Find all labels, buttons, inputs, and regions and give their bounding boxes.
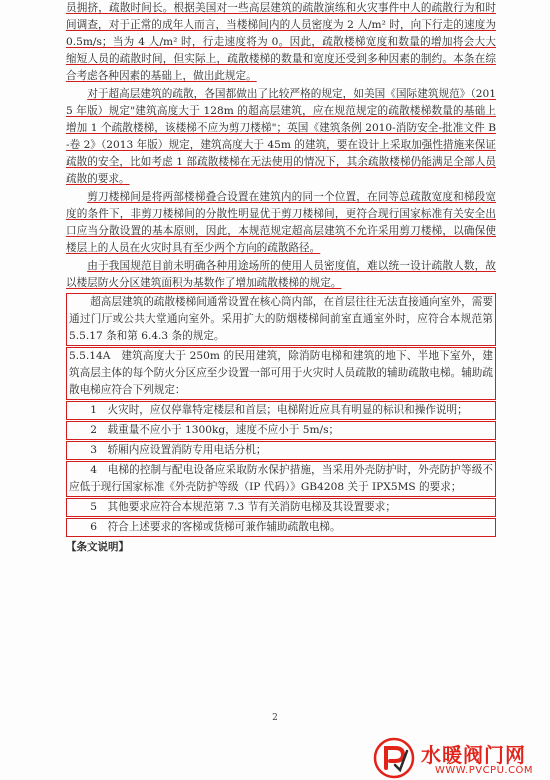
paragraph-occupant-density: 由于我国规范目前未明确各种用途场所的使用人员密度值，难以统一设计疏散人数，故以楼层防火分区建筑面积为基数作了增加疏散楼梯的规定。 [66, 260, 496, 289]
section-heading: 【条文说明】 [66, 541, 129, 553]
watermark-url: WWW.PVCPU.COM [435, 765, 534, 776]
clause-item-4: 4 电梯的控制与配电设备应采取防水保护措施，当采用外壳防护时，外壳防护等级不应低于现行国家标准《外壳防护等级（IP 代码）》GB4208 关于 IPX5MS 的要求； [66, 461, 496, 497]
paragraph-core-tube-exit: 超高层建筑的疏散楼梯间通常设置在核心筒内部，在首层往往无法直接通向室外，需要通过门厅或公共大堂通向室外。采用扩大的防烟楼梯间前室直通室外时，应符合本规范第 5.5.17 条和第 6.4.3 条的规定。 [66, 293, 496, 346]
paragraph-evacuation-speed: 员拥挤，疏散时间长。根据美国对一些高层建筑的疏散演练和火灾事件中人的疏散行为和时间调查，对于正常的成年人而言，当楼梯间内的人员密度为 2 人/m² 时，向下行走的速度为 0.5m/s；当为 4 人/m² 时，行走速度将为 0。因此，疏散楼梯宽度和数量的增加将会大大缩短人员的疏散时间，但实际上，疏散楼梯的数量和宽度还受到多种因素的制约。本条在综合考虑各种因素的基础上，做出此规定。 [66, 2, 496, 82]
clause-item-5: 5 其他要求应符合本规范第 7.3 节有关消防电梯及其设置要求； [66, 498, 496, 517]
clause-item-6: 6 符合上述要求的客梯或货梯可兼作辅助疏散电梯。 [66, 518, 496, 537]
paragraph-international-codes: 对于超高层建筑的疏散，各国都做出了比较严格的规定，如美国《国际建筑规范》（2015 年版）规定"建筑高度大于 128m 的超高层建筑，应在规范规定的疏散楼梯数量的基础上增加 1 个疏散楼梯，该楼梯不应为剪刀楼梯"；英国《建筑条例 2010-消防安全-批准文件 B-卷 2》（2013 年版）规定，建筑高度大于 45m 的建筑，要在设计上采取加强性措施来保证疏散的安全，比如考虑 1 部疏散楼梯在无法使用的情况下，其余疏散楼梯仍能满足全部人员疏散的要求。 [66, 88, 496, 185]
watermark-logo-icon [373, 737, 415, 779]
document-body [66, 0, 496, 557]
page-number: 2 [272, 713, 278, 723]
clause-item-1: 1 火灾时，应仅停靠特定楼层和首层；电梯附近应具有明显的标识和操作说明； [66, 401, 496, 420]
clause-item-3: 3 轿厢内应设置消防专用电话分机； [66, 441, 496, 460]
clause-5-5-14a: 5.5.14A 建筑高度大于 250m 的民用建筑，除消防电梯和建筑的地下、半地下室外，建筑高层主体的每个防火分区应至少设置一部可用于火灾时人员疏散的辅助疏散电梯。辅助疏散电梯应符合下列规定： [66, 347, 496, 400]
clause-item-2: 2 载重量不应小于 1300kg，速度不应小于 5m/s； [66, 421, 496, 440]
watermark-title: 水暖阀门网 [421, 743, 526, 767]
paragraph-scissor-stairs: 剪刀楼梯间是将两部楼梯叠合设置在建筑内的同一个位置，在同等总疏散宽度和梯段宽度的条件下，非剪刀楼梯间的分散性明显优于剪刀楼梯间，更符合现行国家标准有关安全出口应当分散设置的基本原则，因此，本规范规定超高层建筑不允许采用剪刀楼梯，以确保使楼层上的人员在火灾时具有至少两个方向的疏散路径。 [66, 191, 496, 254]
watermark [373, 735, 550, 780]
